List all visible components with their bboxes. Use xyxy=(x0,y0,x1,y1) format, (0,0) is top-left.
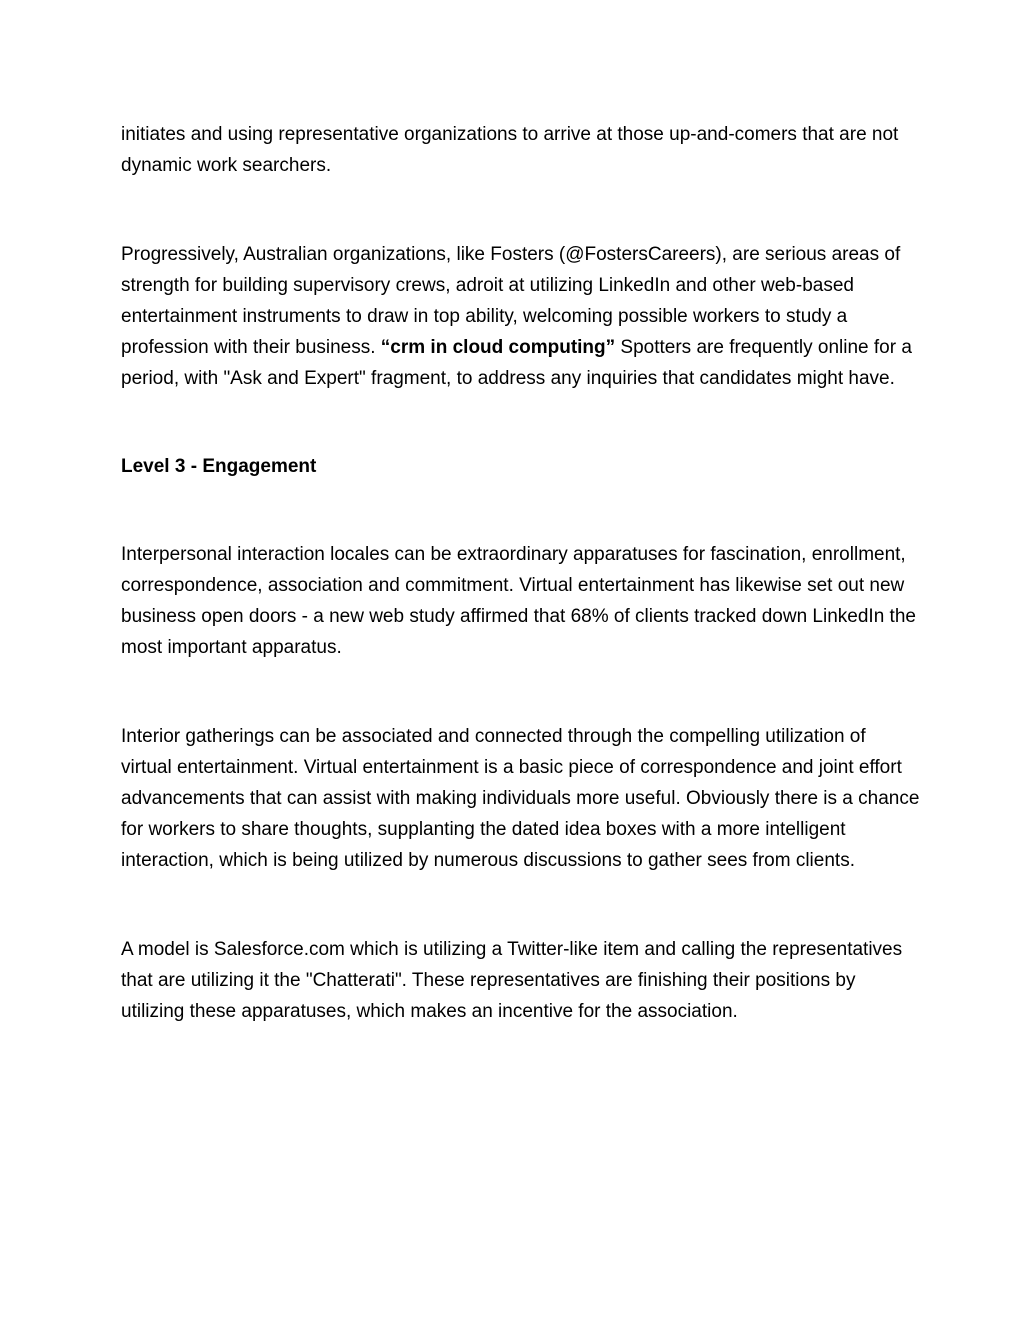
paragraph-2-text-after: Spotters are frequently online for a period, with "Ask and Expert" fragment, to address any inquiries that candidates might have. xyxy=(121,337,912,389)
paragraph-3: Interpersonal interaction locales can be extraordinary apparatuses for fascination, enrollment, correspondence, association and commitment. Virtual entertainment has likewise set out new business open doors - a new web study affirmed that 68% of clients tracked down LinkedIn the most important apparatus. xyxy=(121,544,916,658)
paragraph-2-text-before: Progressively, Australian organizations, like Fosters (@FostersCareers), are serious areas of strength for building supervisory crews, adroit at utilizing LinkedIn and other web-based entertainment instruments to draw in top ability, welcoming possible workers to study a profession with their business. xyxy=(121,244,901,358)
keyword-bold-text: “crm in cloud computing” xyxy=(380,337,616,358)
paragraph-2 xyxy=(121,239,921,394)
paragraph-1: initiates and using representative organizations to arrive at those up-and-comers that are not dynamic work searchers. xyxy=(121,124,899,176)
section-heading: Level 3 - Engagement xyxy=(121,456,317,477)
document-page xyxy=(121,119,921,1027)
paragraph-5: A model is Salesforce.com which is utilizing a Twitter-like item and calling the representatives that are utilizing it the "Chatterati". These representatives are finishing their positions by utilizing these apparatuses, which makes an incentive for the association. xyxy=(121,939,903,1022)
paragraph-4: Interior gatherings can be associated and connected through the compelling utilization of virtual entertainment. Virtual entertainment is a basic piece of correspondence and joint effort advancements that can assist with making individuals more useful. Obviously there is a chance for workers to share thoughts, supplanting the dated idea boxes with a more intelligent interaction, which is being utilized by numerous discussions to gather sees from clients. xyxy=(121,726,920,871)
